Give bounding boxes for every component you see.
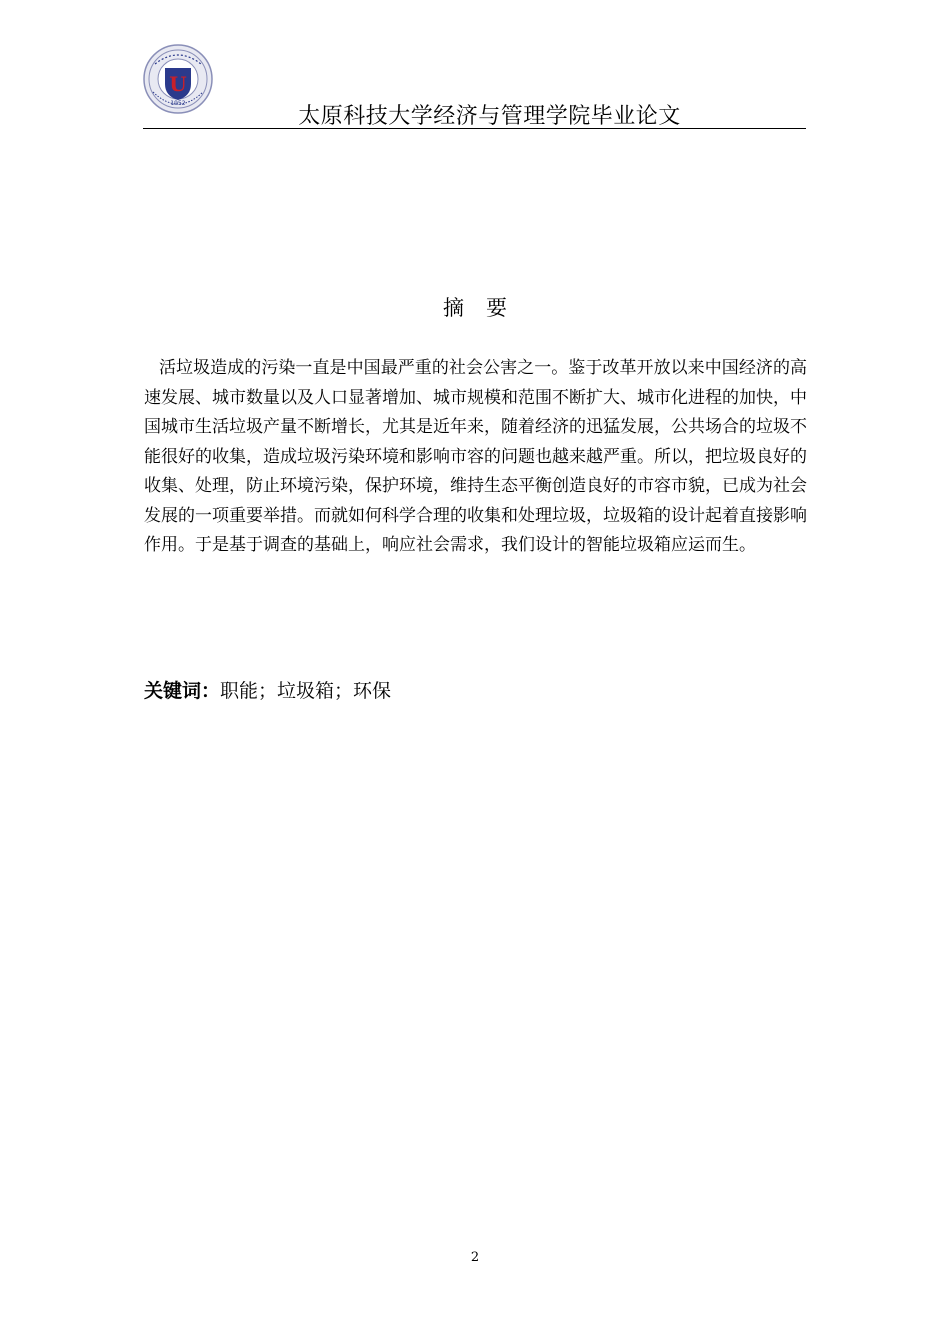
header-divider [143, 128, 806, 129]
page-number: 2 [470, 1250, 480, 1265]
keywords-label: 关键词： [144, 680, 221, 702]
svg-text:U: U [169, 72, 187, 96]
keywords-line [144, 676, 391, 703]
page-header [143, 44, 806, 130]
keywords-values: 职能；垃圾箱；环保 [220, 680, 392, 702]
header-title: 太原科技大学经济与管理学院毕业论文 [298, 104, 681, 129]
abstract-title-part1: 摘 [443, 296, 464, 320]
abstract-body: 活垃圾造成的污染一直是中国最严重的社会公害之一。鉴于改革开放以来中国经济的高速发展、城市数量以及人口显著增加、城市规模和范围不断扩大、城市化进程的加快，中国城市生活垃圾产量不断增长，尤其是近年来，随着经济的迅猛发展，公共场合的垃圾不能很好的收集，造成垃圾污染环境和影响市容的问题也越来越严重。所以，把垃圾良好的收集、处理，防止环境污染，保护环境，维持生态平衡创造良好的市容市貌，已成为社会发展的一项重要举措。而就如何科学合理的收集和处理垃圾，垃圾箱的设计起着直接影响作用。于是基于调查的基础上，响应社会需求，我们设计的智能垃圾箱应运而生。 [144, 358, 807, 555]
abstract-title-part2: 要 [486, 296, 507, 320]
abstract-title [0, 292, 950, 322]
svg-text:1952: 1952 [170, 100, 186, 107]
